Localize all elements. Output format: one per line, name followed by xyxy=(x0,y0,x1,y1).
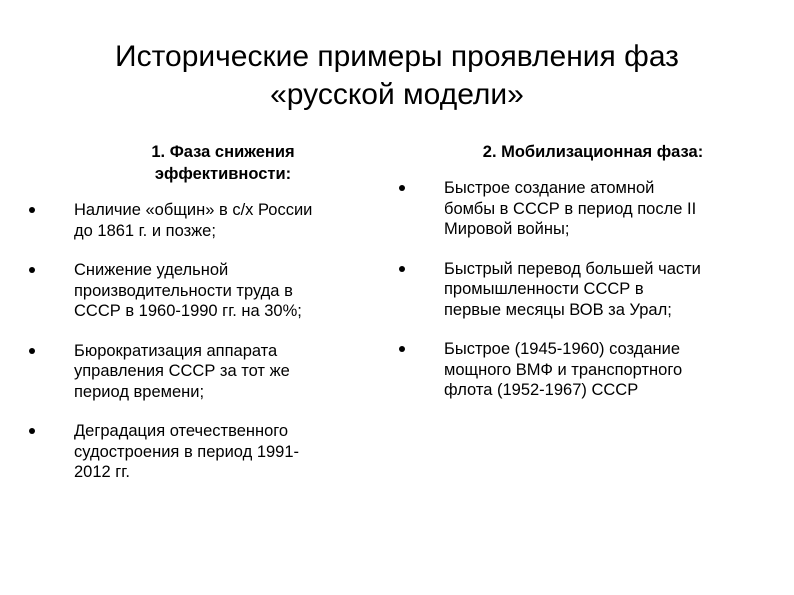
slide-title-line-1: Исторические примеры проявления фаз xyxy=(115,40,679,73)
right-column-heading xyxy=(418,141,768,163)
right-item-1-line-2: бомбы в СССР в период после II xyxy=(444,199,697,218)
left-column-heading xyxy=(118,141,328,185)
left-item-2-line-3: СССР в 1960-1990 гг. на 30%; xyxy=(74,302,302,320)
left-item-1-line-2: до 1861 г. и позже; xyxy=(74,221,216,240)
bullet-dot-icon xyxy=(29,267,35,273)
right-item-2-line-2: промышленности СССР в xyxy=(444,280,644,298)
left-item-2-line-2: производительности труда в xyxy=(74,281,293,300)
bullet-dot-icon xyxy=(29,207,35,213)
slide-title xyxy=(40,38,754,114)
left-item-3-line-1: Бюрократизация аппарата xyxy=(74,341,278,360)
right-list-item-2 xyxy=(398,259,768,321)
right-item-2-line-3: первые месяцы ВОВ за Урал; xyxy=(444,300,672,319)
left-item-3-line-3: период времени; xyxy=(74,382,205,401)
bullet-dot-icon xyxy=(399,185,405,191)
bullet-dot-icon xyxy=(399,266,405,272)
left-column-heading-line-2: эффективности: xyxy=(154,165,292,183)
right-item-3-line-2: мощного ВМФ и транспортного xyxy=(444,360,683,379)
right-item-3-line-1: Быстрое (1945-1960) создание xyxy=(444,340,681,358)
left-column-heading-line-1: 1. Фаза снижения xyxy=(151,143,295,161)
left-list-item-2 xyxy=(28,260,368,322)
slide-title-line-2: «русской модели» xyxy=(270,78,524,111)
left-list-item-3 xyxy=(28,341,368,403)
left-item-4-line-1: Деградация отечественного xyxy=(74,422,289,440)
left-item-4-line-3: 2012 гг. xyxy=(74,463,130,481)
bullet-dot-icon xyxy=(29,348,35,354)
bullet-dot-icon xyxy=(399,346,405,352)
left-item-2-line-1: Снижение удельной xyxy=(74,261,229,279)
right-item-2-line-1: Быстрый перевод большей части xyxy=(444,259,701,278)
right-column-heading-line-1: 2. Мобилизационная фаза: xyxy=(482,143,704,161)
right-item-3-line-3: флота (1952-1967) СССР xyxy=(444,381,639,399)
left-item-4-line-2: судостроения в период 1991- xyxy=(74,442,300,461)
left-bullet-list xyxy=(28,200,368,502)
right-list-item-3 xyxy=(398,339,768,401)
left-list-item-1 xyxy=(28,200,368,241)
left-item-3-line-2: управления СССР за тот же xyxy=(74,362,290,380)
right-list-item-1 xyxy=(398,178,768,240)
right-item-1-line-1: Быстрое создание атомной xyxy=(444,179,655,197)
right-bullet-list xyxy=(398,178,768,420)
left-list-item-4 xyxy=(28,421,368,483)
right-item-1-line-3: Мировой войны; xyxy=(444,220,570,238)
bullet-dot-icon xyxy=(29,428,35,434)
left-item-1-line-1: Наличие «общин» в с/х России xyxy=(74,201,313,219)
